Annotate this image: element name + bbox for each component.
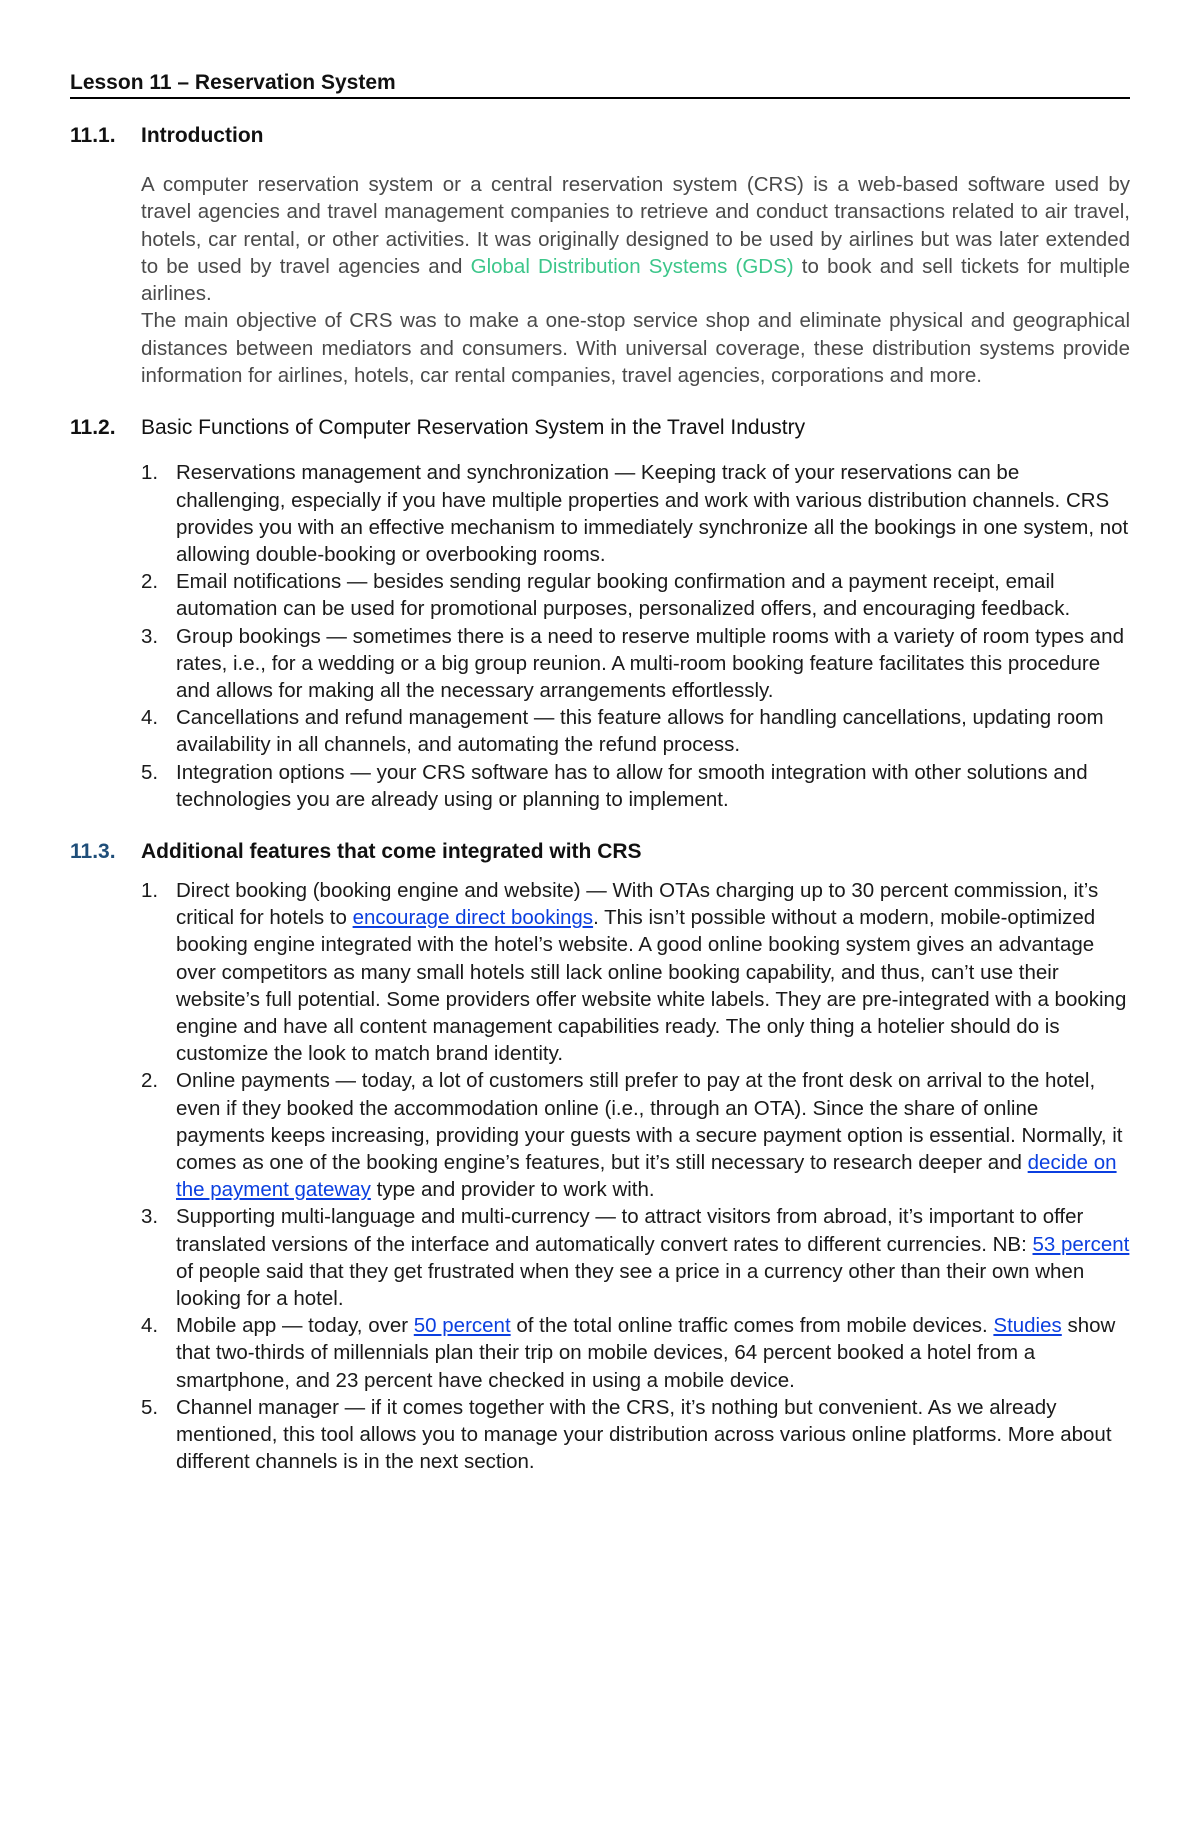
list-item: 5. Integration options — your CRS software has to allow for smooth integration with other solutions and technologies you are already using or planning to implement. [141, 760, 1088, 811]
50-percent-link[interactable]: 50 percent [413, 1314, 511, 1338]
studies-link[interactable]: Studies [993, 1314, 1062, 1338]
payment-gateway-link[interactable]: decide on the payment gateway [176, 1151, 1117, 1202]
gds-link[interactable]: Global Distribution Systems (GDS) [470, 254, 794, 278]
list-item: 3. Group bookings — sometimes there is a need to reserve multiple rooms with a variety of room types and rates, i.e., for a wedding or a big group reunion. A multi-room booking feature facilitates this procedure and allows for making all the necessary arrangements effortlessly. [141, 624, 1124, 702]
section-number: 11.3. [70, 840, 116, 864]
section-heading-basic-functions [70, 415, 1130, 441]
53-percent-link[interactable]: 53 percent [1032, 1232, 1130, 1256]
list-item: 1. Direct booking (booking engine and website) — With OTAs charging up to 30 percent commission, it’s critical for hotels to encourage direct bookings. This isn’t possible without a modern, mobile-optimized booking engine integrated with the hotel’s website. A good online booking system gives an advantage over competitors as many small hotels still lack online booking capability, and thus, can’t use their website’s full potential. Some providers offer website white labels. They are pre-integrated with a booking engine and have all content management capabilities ready. The only thing a hotelier should do is customize the look to match brand identity. [141, 879, 1127, 1066]
list-item: 4. Cancellations and refund management — this feature allows for handling cancellations, updating room availability in all channels, and automating the refund process. [141, 706, 1104, 757]
list-item: 1. Reservations management and synchronization — Keeping track of your reservations can be challenging, especially if you have multiple properties and work with various distribution channels. CRS provides you with an effective mechanism to immediately synchronize all the bookings in one system, not allowing double-booking or overbooking rooms. [141, 461, 1129, 566]
list-item: 2. Online payments — today, a lot of customers still prefer to pay at the front desk on arrival to the hotel, even if they booked the accommodation online (i.e., through an OTA). Since the share of online payments keeps increasing, providing your guests with a secure payment option is essential. Normally, it comes as one of the booking engine’s features, but it’s still necessary to research deeper and decide on the payment gateway type and provider to work with. [141, 1069, 1123, 1202]
list-item: 2. Email notifications — besides sending regular booking confirmation and a payment receipt, email automation can be used for promotional purposes, personalized offers, and encouraging feedback. [141, 570, 1071, 621]
additional-features-section [70, 839, 1130, 1475]
list-item: 3. Supporting multi-language and multi-currency — to attract visitors from abroad, it’s important to offer translated versions of the interface and automatically convert rates to different currencies. NB: 53 percent of people said that they get frustrated when they see a price in a currency other than their own when looking for a hotel. [141, 1205, 1130, 1311]
additional-features-list [141, 877, 1130, 1475]
introduction-body [141, 171, 1130, 389]
list-item: 4. Mobile app — today, over 50 percent of the total online traffic comes from mobile devices. Studies show that two-thirds of millennials plan their trip on mobile devices, 64 percent booked a hotel from a smartphone, and 23 percent have checked in using a mobile device. [141, 1314, 1116, 1392]
section-heading-additional-features [70, 839, 1130, 865]
intro-paragraph-1: A computer reservation system or a central reservation system (CRS) is a web-based software used by travel agencies and travel management companies to retrieve and conduct transactions related to air travel, hotels, car rental, or other activities. It was originally designed to be used by airlines but was later extended to be used by travel agencies and Global Distribution Systems (GDS) to book and sell tickets for multiple airlines. [141, 173, 1131, 306]
list-item: 5. Channel manager — if it comes together with the CRS, it’s nothing but convenient. As we already mentioned, this tool allows you to manage your distribution across various online platforms. More about different channels is in the next section. [141, 1395, 1112, 1474]
section-title: Additional features that come integrated with CRS [141, 840, 642, 864]
encourage-direct-bookings-link[interactable]: encourage direct bookings [352, 906, 594, 930]
section-title: Introduction [141, 124, 264, 147]
lesson-title: Lesson 11 – Reservation System [70, 70, 1130, 99]
section-number: 11.2. [70, 416, 116, 440]
intro-paragraph-2: The main objective of CRS was to make a one-stop service shop and eliminate physical and geographical distances between mediators and consumers. With universal coverage, these distribution systems provide information for airlines, hotels, car rental companies, travel agencies, corporations and more. [141, 309, 1130, 388]
section-number: 11.1. [70, 124, 116, 147]
section-title: Basic Functions of Computer Reservation System in the Travel Industry [141, 416, 806, 440]
section-heading-introduction [70, 123, 1130, 149]
basic-functions-list [141, 459, 1130, 813]
document-page [70, 70, 1130, 1475]
